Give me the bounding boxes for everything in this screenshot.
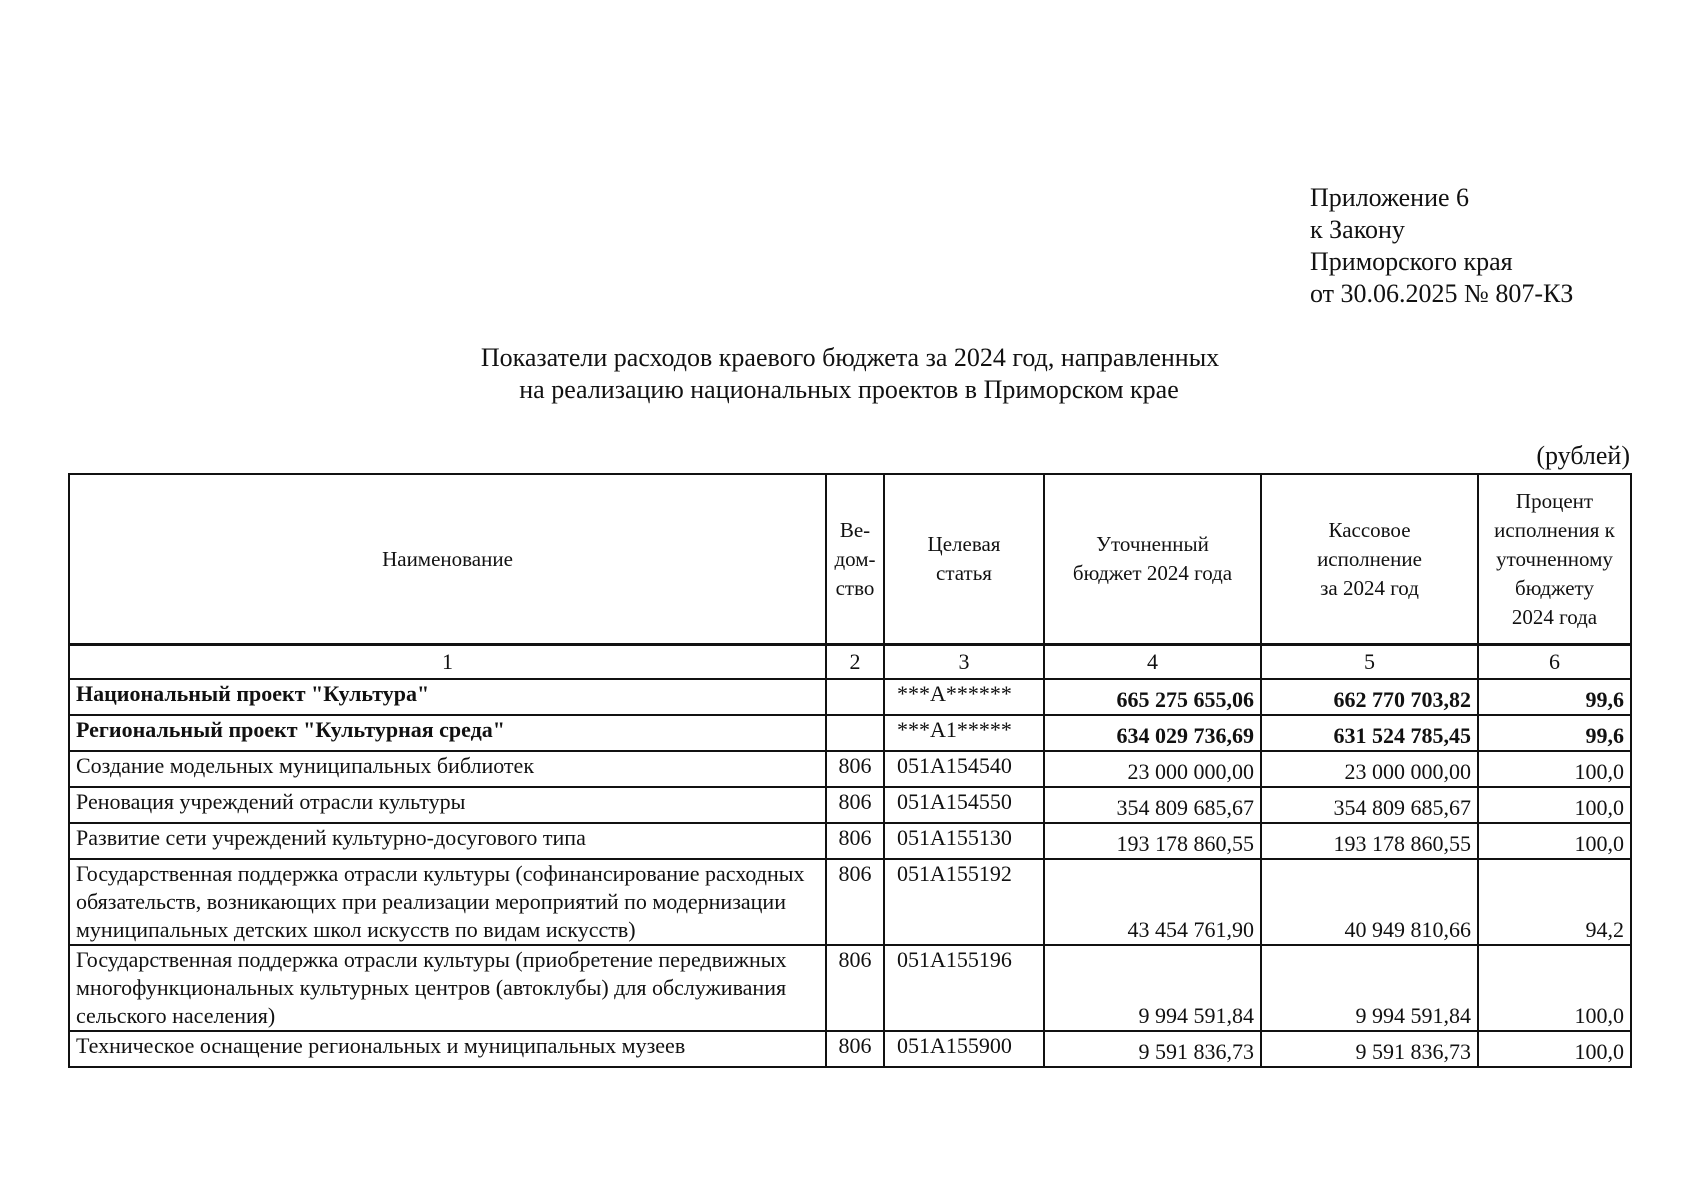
- cell-code: 051А155130: [884, 823, 1044, 859]
- cell-planned: 354 809 685,67: [1044, 787, 1261, 823]
- cell-name: Создание модельных муниципальных библиотек: [69, 751, 826, 787]
- document-title: [0, 342, 1698, 406]
- appendix-block: [1310, 182, 1573, 310]
- header-name: Наименование: [69, 474, 826, 645]
- header-row: [69, 474, 1631, 645]
- cell-actual: 9 994 591,84: [1261, 945, 1478, 1031]
- cell-dept: 806: [826, 787, 884, 823]
- cell-planned: 9 591 836,73: [1044, 1031, 1261, 1067]
- header-actual: Кассовое исполнение за 2024 год: [1261, 474, 1478, 645]
- cell-code: 051А155196: [884, 945, 1044, 1031]
- appendix-number: Приложение 6: [1310, 183, 1470, 212]
- column-number: 3: [884, 645, 1044, 680]
- units-label: (рублей): [1536, 441, 1630, 470]
- cell-dept: 806: [826, 945, 884, 1031]
- column-number: 2: [826, 645, 884, 680]
- cell-percent: 100,0: [1478, 945, 1631, 1031]
- cell-planned: 23 000 000,00: [1044, 751, 1261, 787]
- table-row: [69, 715, 1631, 751]
- table-row: [69, 859, 1631, 945]
- cell-actual: 23 000 000,00: [1261, 751, 1478, 787]
- cell-code: ***А1*****: [884, 715, 1044, 751]
- cell-percent: 94,2: [1478, 859, 1631, 945]
- cell-name: Развитие сети учреждений культурно-досугового типа: [69, 823, 826, 859]
- column-number: 1: [69, 645, 826, 680]
- cell-code: 051А154550: [884, 787, 1044, 823]
- column-number: 6: [1478, 645, 1631, 680]
- header-planned: Уточненный бюджет 2024 года: [1044, 474, 1261, 645]
- cell-dept: 806: [826, 823, 884, 859]
- cell-code: 051А154540: [884, 751, 1044, 787]
- cell-code: 051А155192: [884, 859, 1044, 945]
- column-number: 4: [1044, 645, 1261, 680]
- cell-actual: 662 770 703,82: [1261, 679, 1478, 715]
- table-body: [69, 645, 1631, 1068]
- cell-name: Региональный проект "Культурная среда": [69, 715, 826, 751]
- title-line-2: на реализацию национальных проектов в Приморском крае: [519, 375, 1179, 404]
- cell-dept: 806: [826, 751, 884, 787]
- cell-planned: 43 454 761,90: [1044, 859, 1261, 945]
- cell-percent: 99,6: [1478, 715, 1631, 751]
- title-line-1: Показатели расходов краевого бюджета за 2024 год, направленных: [480, 343, 1220, 372]
- cell-percent: 100,0: [1478, 1031, 1631, 1067]
- header-dept: Ве- дом- ство: [826, 474, 884, 645]
- cell-dept: 806: [826, 859, 884, 945]
- cell-percent: 100,0: [1478, 751, 1631, 787]
- column-number-row: [69, 645, 1631, 680]
- cell-code: 051А155900: [884, 1031, 1044, 1067]
- cell-code: ***А******: [884, 679, 1044, 715]
- table-row: [69, 1031, 1631, 1067]
- table-row: [69, 751, 1631, 787]
- cell-name: Государственная поддержка отрасли культуры (приобретение передвижных многофункциональных культурных центров (автоклубы) для обслуживания сельского населения): [69, 945, 826, 1031]
- cell-actual: 631 524 785,45: [1261, 715, 1478, 751]
- cell-planned: 193 178 860,55: [1044, 823, 1261, 859]
- cell-planned: 665 275 655,06: [1044, 679, 1261, 715]
- appendix-date-number: от 30.06.2025 № 807-КЗ: [1310, 279, 1574, 308]
- table-row: [69, 945, 1631, 1031]
- cell-planned: 634 029 736,69: [1044, 715, 1261, 751]
- cell-actual: 193 178 860,55: [1261, 823, 1478, 859]
- table-row: [69, 679, 1631, 715]
- header-percent: Процент исполнения к уточненному бюджету 2024 года: [1478, 474, 1631, 645]
- header-code: Целевая статья: [884, 474, 1044, 645]
- cell-name: Реновация учреждений отрасли культуры: [69, 787, 826, 823]
- appendix-region: Приморского края: [1310, 247, 1513, 276]
- cell-actual: 40 949 810,66: [1261, 859, 1478, 945]
- cell-name: Техническое оснащение региональных и муниципальных музеев: [69, 1031, 826, 1067]
- cell-percent: 99,6: [1478, 679, 1631, 715]
- cell-dept: 806: [826, 1031, 884, 1067]
- column-number: 5: [1261, 645, 1478, 680]
- cell-actual: 9 591 836,73: [1261, 1031, 1478, 1067]
- cell-percent: 100,0: [1478, 823, 1631, 859]
- cell-percent: 100,0: [1478, 787, 1631, 823]
- cell-dept: [826, 679, 884, 715]
- cell-name: Национальный проект "Культура": [69, 679, 826, 715]
- table-row: [69, 823, 1631, 859]
- cell-actual: 354 809 685,67: [1261, 787, 1478, 823]
- appendix-law-ref: к Закону: [1310, 215, 1405, 244]
- cell-name: Государственная поддержка отрасли культуры (софинансирование расходных обязательств, возникающих при реализации мероприятий по модернизации муниципальных детских школ искусств по видам искусств): [69, 859, 826, 945]
- table-row: [69, 787, 1631, 823]
- budget-table: [68, 473, 1632, 1068]
- cell-planned: 9 994 591,84: [1044, 945, 1261, 1031]
- cell-dept: [826, 715, 884, 751]
